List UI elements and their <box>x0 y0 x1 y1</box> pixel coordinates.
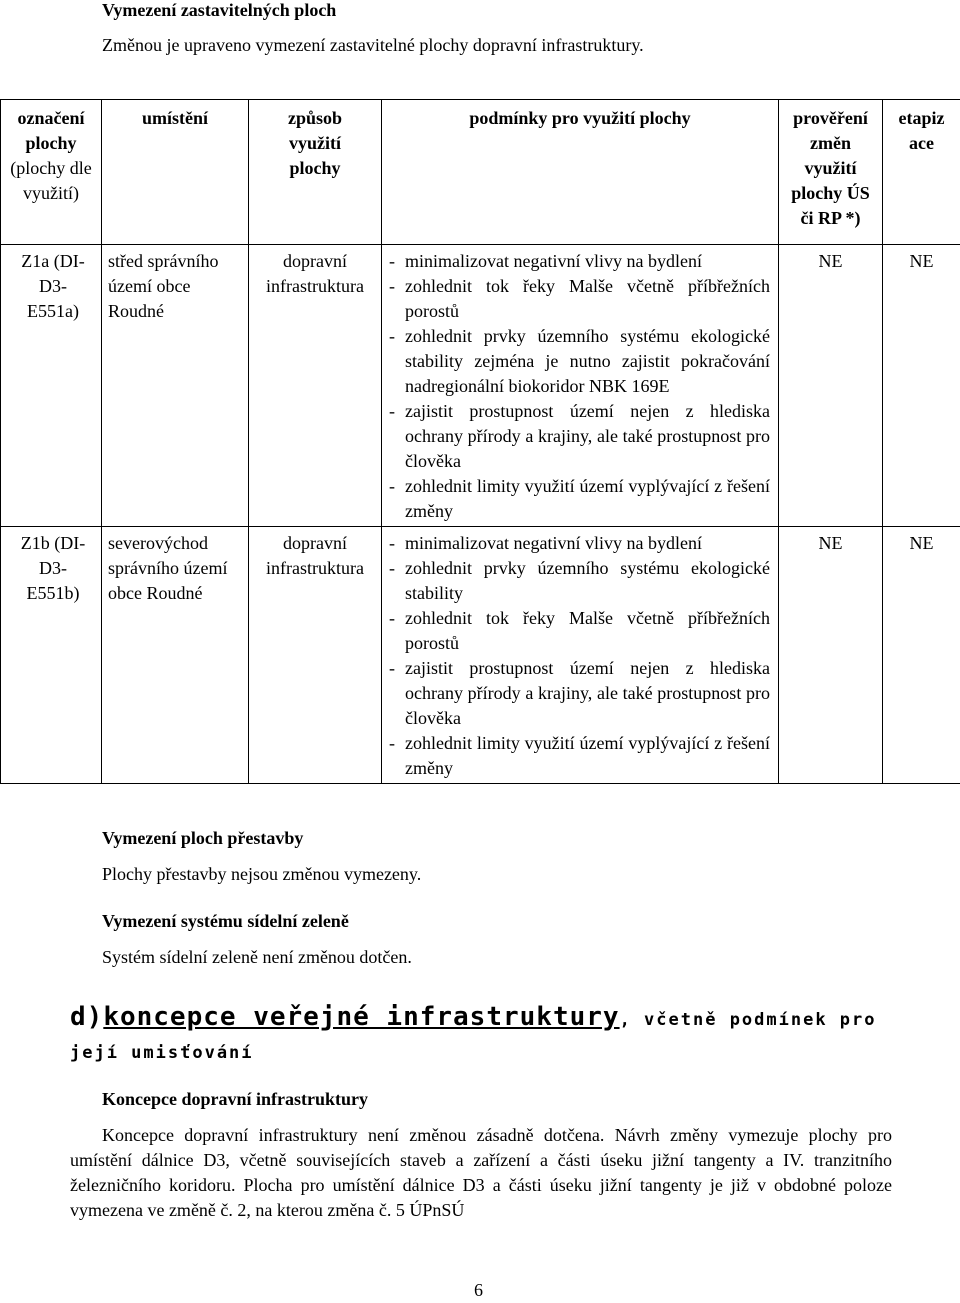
condition-item: - zohlednit limity využití území vyplývající z řešení změny <box>388 474 770 524</box>
header-etapizace: etapiz ace <box>883 100 960 245</box>
header-umisteni: umístění <box>102 100 249 245</box>
condition-item: - zohlednit limity využití území vyplývající z řešení změny <box>388 731 770 781</box>
header-zpusob: způsob využití plochy <box>249 100 382 245</box>
section-heading-doprava: Koncepce dopravní infrastruktury <box>102 1087 368 1112</box>
condition-list <box>388 531 770 781</box>
condition-item: - zajistit prostupnost území nejen z hlediska ochrany přírody a krajiny, ale také prostupnost pro člověka <box>388 399 770 474</box>
condition-item: - zajistit prostupnost území nejen z hlediska ochrany přírody a krajiny, ale také prostupnost pro člověka <box>388 656 770 731</box>
section-heading-prestavby: Vymezení ploch přestavby <box>102 826 303 851</box>
cell-provereni: NE <box>779 527 883 784</box>
section-text-prestavby: Plochy přestavby nejsou změnou vymezeny. <box>102 862 421 887</box>
cell-podminky <box>382 527 779 784</box>
chapter-heading-d <box>70 1005 877 1033</box>
chapter-title: koncepce veřejné infrastruktury <box>103 1002 619 1032</box>
header-oznaceni <box>1 100 102 245</box>
section-text-zastavitelne: Změnou je upraveno vymezení zastavitelné plochy dopravní infrastruktury. <box>102 33 644 58</box>
section-text-zelen: Systém sídelní zeleně není změnou dotčen. <box>102 945 412 970</box>
condition-item: - minimalizovat negativní vlivy na bydlení <box>388 531 770 556</box>
section-text-doprava: Koncepce dopravní infrastruktury není změnou zásadně dotčena. Návrh změny vymezuje plochy pro umístění dálnice D3, včetně souvisejících staveb a zařízení a části úseku jižní tangenty a IV. tranzitního železničního koridoru. Plocha pro umístění dálnice D3 a části úseku jižní tangenty je již v obdobné poloze vymezena ve změně č. 2, na kterou změna č. 5 ÚPnSÚ <box>70 1123 892 1223</box>
cell-provereni: NE <box>779 245 883 527</box>
section-heading-zastavitelne: Vymezení zastavitelných ploch <box>102 0 336 23</box>
cell-zpusob: dopravní infrastruktura <box>249 245 382 527</box>
condition-item: - zohlednit tok řeky Malše včetně příbřežních porostů <box>388 606 770 656</box>
table-header-row <box>1 100 960 245</box>
header-oznaceni-sublabel: (plochy dle využití) <box>1 156 101 206</box>
condition-item: - minimalizovat negativní vlivy na bydlení <box>388 249 770 274</box>
cell-etapizace: NE <box>883 245 960 527</box>
cell-podminky <box>382 245 779 527</box>
header-podminky: podmínky pro využití plochy <box>382 100 779 245</box>
condition-item: - zohlednit prvky územního systému ekologické stability zejména je nutno zajistit pokračování nadregionální biokoridor NBK 169E <box>388 324 770 399</box>
cell-umisteni: severovýchod správního území obce Roudné <box>102 527 249 784</box>
page-number: 6 <box>474 1278 483 1303</box>
table-row <box>1 245 960 527</box>
cell-etapizace: NE <box>883 527 960 784</box>
header-provereni: prověření změn využití plochy ÚS či RP *) <box>779 100 883 245</box>
cell-oznaceni: Z1b (DI-D3-E551b) <box>1 527 102 784</box>
section-heading-zelen: Vymezení systému sídelní zeleně <box>102 909 349 934</box>
header-oznaceni-label: označení plochy <box>1 106 101 156</box>
cell-oznaceni: Z1a (DI-D3-E551a) <box>1 245 102 527</box>
chapter-title-rest: , včetně podmínek pro <box>620 1010 877 1030</box>
plochy-table <box>0 99 960 784</box>
table-row <box>1 527 960 784</box>
chapter-letter: d) <box>70 1002 103 1032</box>
chapter-title-rest-line2: její umisťování <box>70 1041 254 1066</box>
condition-list <box>388 249 770 524</box>
cell-zpusob: dopravní infrastruktura <box>249 527 382 784</box>
condition-item: - zohlednit tok řeky Malše včetně příbřežních porostů <box>388 274 770 324</box>
cell-umisteni: střed správního území obce Roudné <box>102 245 249 527</box>
condition-item: - zohlednit prvky územního systému ekologické stability <box>388 556 770 606</box>
